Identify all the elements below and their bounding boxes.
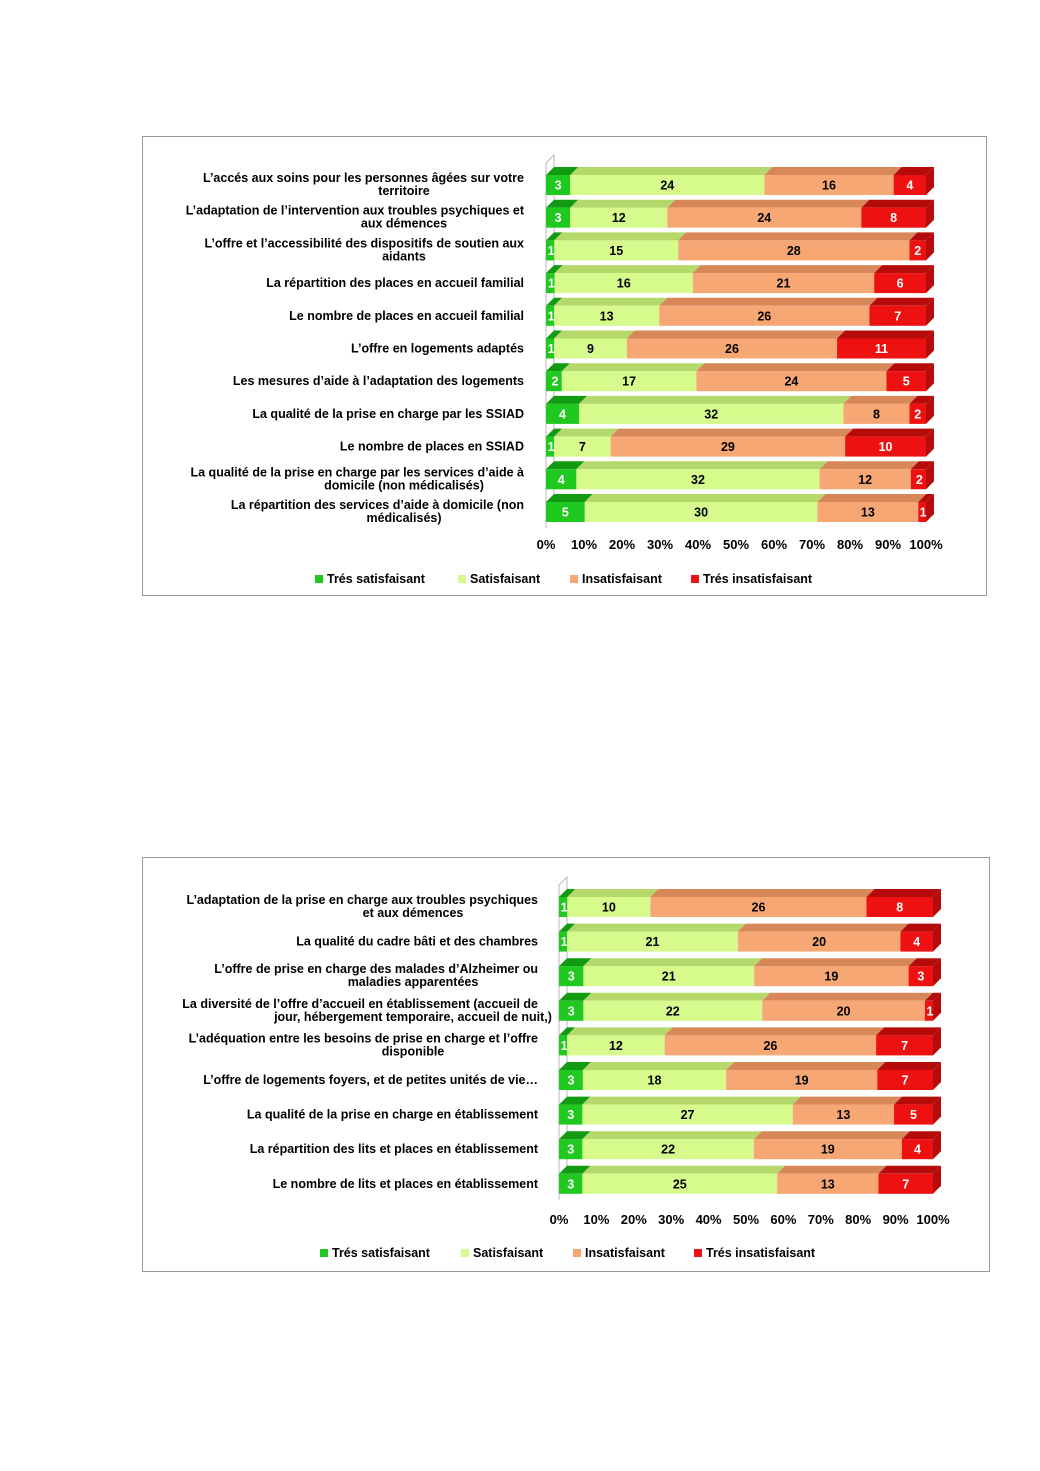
- data-label-satisfaisant: 30: [694, 505, 709, 520]
- data-label-satisfaisant: 22: [665, 1004, 680, 1019]
- x-tick-label: 50%: [722, 537, 750, 552]
- bar-top-tres-insatisfaisant: [874, 265, 934, 273]
- category-label-line: L’offre en logements adaptés: [351, 341, 524, 356]
- bar-top-satisfaisant: [570, 167, 772, 175]
- legend-swatch-satisfaisant: [458, 575, 466, 583]
- bar-top-satisfaisant: [567, 889, 658, 897]
- data-label-tres-satisfaisant: 1: [547, 243, 555, 258]
- data-label-satisfaisant: 32: [691, 472, 705, 487]
- data-label-insatisfaisant: 12: [858, 472, 873, 487]
- category-label-line: domicile (non médicalisés): [324, 478, 484, 493]
- bar-top-insatisfaisant: [820, 461, 919, 469]
- bar-top-insatisfaisant: [726, 1062, 885, 1070]
- data-label-tres-insatisfaisant: 2: [914, 243, 922, 258]
- data-label-insatisfaisant: 26: [763, 1038, 778, 1053]
- data-label-tres-satisfaisant: 1: [547, 309, 555, 324]
- data-label-satisfaisant: 22: [661, 1142, 676, 1157]
- category-label-line: Le nombre de places en SSIAD: [339, 439, 524, 454]
- data-label-tres-insatisfaisant: 5: [910, 1108, 917, 1123]
- category-label-line: territoire: [378, 184, 430, 198]
- x-tick-label: 100%: [916, 1212, 950, 1227]
- data-label-insatisfaisant: 19: [820, 1142, 835, 1157]
- category-label: [250, 1142, 539, 1156]
- category-label-line: La diversité de l’offre d’accueil en établissement (accueil de: [182, 996, 538, 1011]
- data-label-tres-satisfaisant: 3: [554, 211, 562, 226]
- x-tick-label: 20%: [620, 1212, 647, 1227]
- legend-label-insatisfaisant: Insatisfaisant: [582, 572, 662, 586]
- bar-top-satisfaisant: [579, 396, 851, 404]
- legend-label-satisfaisant: Satisfaisant: [473, 1246, 544, 1260]
- data-label-tres-insatisfaisant: 8: [896, 900, 904, 915]
- data-label-insatisfaisant: 24: [757, 211, 772, 226]
- bar-top-tres-insatisfaisant: [886, 363, 934, 371]
- bar-top-tres-insatisfaisant: [869, 298, 934, 306]
- x-tick-label: 10%: [583, 1212, 610, 1227]
- category-label-line: La qualité de la prise en charge en établissement: [246, 1107, 538, 1122]
- data-label-tres-insatisfaisant: 1: [926, 1004, 934, 1019]
- category-label-line: La répartition des places en accueil familial: [266, 276, 524, 291]
- data-label-tres-insatisfaisant: 2: [915, 472, 923, 487]
- category-label: [182, 997, 552, 1024]
- x-tick-label: 70%: [807, 1212, 834, 1227]
- bar-top-satisfaisant: [554, 331, 635, 339]
- data-label-tres-insatisfaisant: 7: [901, 1073, 909, 1088]
- category-label-line: L’adéquation entre les besoins de prise en charge et l’offre: [188, 1031, 538, 1046]
- category-label: [231, 498, 524, 525]
- category-label: [273, 1177, 539, 1191]
- data-label-satisfaisant: 15: [609, 243, 624, 258]
- bar-top-tres-insatisfaisant: [877, 1062, 941, 1070]
- category-label-line: La répartition des services d’aide à domicile (non: [230, 498, 524, 512]
- bar-top-tres-insatisfaisant: [837, 331, 934, 339]
- bar-top-satisfaisant: [554, 232, 686, 240]
- data-label-tres-satisfaisant: 3: [567, 969, 575, 984]
- x-tick-label: 0%: [536, 537, 556, 552]
- data-label-tres-satisfaisant: 3: [554, 178, 562, 193]
- data-label-tres-insatisfaisant: 4: [913, 935, 921, 950]
- data-label-satisfaisant: 13: [599, 309, 614, 324]
- data-label-satisfaisant: 21: [645, 935, 660, 950]
- bar-top-insatisfaisant: [650, 889, 874, 897]
- bar-top-insatisfaisant: [611, 429, 853, 437]
- chart-services-domicile: [142, 136, 987, 596]
- bar-top-satisfaisant: [582, 1131, 761, 1139]
- data-label-satisfaisant: 21: [661, 969, 676, 984]
- category-label-line: L’adaptation de la prise en charge aux troubles psychiques: [186, 893, 538, 907]
- data-label-insatisfaisant: 21: [776, 276, 791, 291]
- data-label-tres-insatisfaisant: 11: [874, 342, 889, 356]
- chart-2-svg: [143, 858, 991, 1273]
- bar-top-tres-insatisfaisant: [876, 1027, 941, 1035]
- data-label-satisfaisant: 12: [608, 1038, 623, 1053]
- bar-top-satisfaisant: [567, 924, 746, 932]
- bar-top-insatisfaisant: [764, 167, 901, 175]
- x-tick-label: 10%: [570, 537, 598, 552]
- category-label-line: L’offre de prise en charge des malades d’Alzheimer ou: [214, 962, 538, 977]
- data-label-tres-insatisfaisant: 1: [919, 505, 927, 520]
- data-label-tres-insatisfaisant: 2: [914, 407, 922, 422]
- bar-top-tres-insatisfaisant: [867, 889, 941, 897]
- data-label-tres-insatisfaisant: 4: [906, 178, 914, 193]
- bar-top-tres-insatisfaisant: [894, 1097, 941, 1105]
- legend-swatch-insatisfaisant: [573, 1249, 581, 1257]
- bar-top-insatisfaisant: [659, 298, 877, 306]
- bar-top-insatisfaisant: [793, 1097, 902, 1105]
- category-label: [266, 276, 524, 290]
- data-label-tres-insatisfaisant: 7: [902, 1177, 910, 1192]
- bar-top-satisfaisant: [582, 1166, 785, 1174]
- category-label-line: jour, hébergement temporaire, accueil de nuit,): [274, 1009, 552, 1024]
- x-tick-label: 60%: [770, 1212, 797, 1227]
- chart-1-svg: [143, 137, 988, 597]
- legend-swatch-tres-satisfaisant: [320, 1249, 328, 1257]
- legend-label-insatisfaisant: Insatisfaisant: [585, 1246, 665, 1260]
- bar-top-insatisfaisant: [754, 958, 916, 966]
- data-label-insatisfaisant: 24: [784, 374, 799, 389]
- data-label-satisfaisant: 24: [660, 178, 675, 193]
- data-label-tres-satisfaisant: 1: [547, 342, 555, 356]
- x-tick-label: 80%: [836, 537, 864, 552]
- category-label-line: médicalisés): [366, 511, 442, 525]
- bar-top-satisfaisant: [554, 429, 619, 437]
- data-label-satisfaisant: 12: [611, 211, 626, 226]
- legend-swatch-satisfaisant: [461, 1249, 469, 1257]
- bar-top-insatisfaisant: [843, 396, 917, 404]
- bar-top-insatisfaisant: [777, 1166, 886, 1174]
- data-label-tres-satisfaisant: 3: [567, 1177, 575, 1192]
- data-label-tres-insatisfaisant: 4: [913, 1142, 921, 1157]
- data-label-tres-satisfaisant: 5: [561, 505, 569, 520]
- x-tick-label: 80%: [845, 1212, 872, 1227]
- data-label-insatisfaisant: 26: [751, 900, 766, 915]
- data-label-satisfaisant: 9: [586, 342, 594, 356]
- data-label-satisfaisant: 10: [601, 900, 616, 915]
- data-label-insatisfaisant: 26: [725, 342, 739, 356]
- legend-label-satisfaisant: Satisfaisant: [470, 572, 541, 586]
- data-label-tres-insatisfaisant: 3: [917, 969, 925, 984]
- category-label-line: La répartition des lits et places en établissement: [249, 1142, 538, 1157]
- chart-etablissements: [142, 857, 990, 1272]
- legend-swatch-tres-insatisfaisant: [691, 575, 699, 583]
- data-label-tres-insatisfaisant: 10: [878, 440, 893, 455]
- category-label-line: Les mesures d’aide à l’adaptation des logements: [232, 374, 524, 389]
- category-label-line: La qualité du cadre bâti et des chambres: [296, 934, 538, 949]
- data-label-tres-insatisfaisant: 8: [890, 211, 898, 226]
- bar-top-satisfaisant: [583, 993, 770, 1001]
- x-tick-label: 30%: [658, 1212, 685, 1227]
- data-label-insatisfaisant: 13: [820, 1177, 835, 1192]
- data-label-tres-insatisfaisant: 5: [902, 374, 910, 389]
- bar-top-insatisfaisant: [817, 494, 926, 502]
- category-label-line: aux démences: [360, 216, 448, 231]
- bar-top-insatisfaisant: [738, 924, 909, 932]
- data-label-insatisfaisant: 28: [786, 243, 801, 258]
- data-label-satisfaisant: 27: [680, 1108, 695, 1123]
- x-tick-label: 100%: [909, 537, 943, 552]
- x-tick-label: 40%: [695, 1212, 722, 1227]
- category-label: [191, 465, 525, 492]
- x-tick-label: 50%: [732, 1212, 760, 1227]
- data-label-tres-satisfaisant: 2: [551, 374, 559, 389]
- x-tick-label: 60%: [760, 537, 788, 552]
- category-label-line: L’offre et l’accessibilité des dispositifs de soutien aux: [204, 236, 524, 251]
- data-label-satisfaisant: 32: [704, 407, 719, 422]
- bar-top-satisfaisant: [570, 200, 675, 208]
- data-label-satisfaisant: 16: [616, 276, 631, 291]
- data-label-satisfaisant: 18: [647, 1073, 662, 1088]
- category-label: [204, 236, 524, 263]
- bar-top-satisfaisant: [555, 265, 701, 273]
- data-label-insatisfaisant: 29: [720, 440, 735, 455]
- data-label-tres-satisfaisant: 3: [567, 1004, 575, 1019]
- data-label-insatisfaisant: 26: [757, 309, 772, 324]
- data-label-insatisfaisant: 13: [860, 505, 875, 520]
- data-label-satisfaisant: 7: [578, 440, 586, 455]
- bar-top-tres-insatisfaisant: [878, 1166, 941, 1174]
- bar-top-insatisfaisant: [678, 232, 917, 240]
- bar-top-tres-insatisfaisant: [845, 429, 934, 437]
- data-label-tres-satisfaisant: 3: [567, 1073, 575, 1088]
- data-label-tres-satisfaisant: 4: [559, 407, 566, 422]
- category-label: [247, 1108, 539, 1122]
- category-label: [340, 440, 524, 454]
- bar-top-insatisfaisant: [627, 331, 845, 339]
- data-label-insatisfaisant: 13: [836, 1108, 851, 1123]
- category-label: [233, 374, 524, 388]
- bar-top-satisfaisant: [582, 1097, 800, 1105]
- legend-swatch-tres-insatisfaisant: [694, 1249, 702, 1257]
- category-label-line: maladies apparentées: [347, 975, 479, 990]
- x-tick-label: 40%: [684, 537, 712, 552]
- data-label-satisfaisant: 17: [622, 374, 637, 389]
- data-label-insatisfaisant: 20: [812, 935, 827, 950]
- data-label-tres-satisfaisant: 1: [560, 900, 568, 915]
- bar-top-insatisfaisant: [754, 1131, 910, 1139]
- data-label-tres-satisfaisant: 1: [560, 1038, 568, 1053]
- x-tick-label: 30%: [646, 537, 674, 552]
- x-tick-label: 90%: [882, 1212, 909, 1227]
- bar-top-insatisfaisant: [665, 1027, 884, 1035]
- category-label-line: disponible: [381, 1044, 445, 1059]
- category-label-line: aidants: [382, 249, 426, 264]
- data-label-tres-satisfaisant: 3: [567, 1142, 575, 1157]
- bar-top-satisfaisant: [585, 494, 826, 502]
- bar-top-tres-insatisfaisant: [861, 200, 934, 208]
- data-label-satisfaisant: 25: [672, 1177, 687, 1192]
- category-label: [203, 1073, 538, 1087]
- category-label-line: L’adaptation de l’intervention aux troubles psychiques et: [185, 203, 524, 218]
- bar-top-insatisfaisant: [693, 265, 882, 273]
- data-label-insatisfaisant: 19: [824, 969, 839, 984]
- data-label-tres-insatisfaisant: 6: [896, 276, 904, 291]
- category-label: [296, 935, 538, 949]
- legend-swatch-insatisfaisant: [570, 575, 578, 583]
- data-label-tres-insatisfaisant: 7: [901, 1038, 909, 1053]
- x-tick-label: 90%: [874, 537, 902, 552]
- x-tick-label: 20%: [608, 537, 636, 552]
- category-label: [203, 171, 524, 198]
- bar-top-satisfaisant: [567, 1027, 673, 1035]
- category-label-line: Le nombre de lits et places en établissement: [272, 1176, 538, 1191]
- bar-top-satisfaisant: [583, 958, 762, 966]
- bar-top-satisfaisant: [562, 363, 705, 371]
- bar-top-satisfaisant: [583, 1062, 734, 1070]
- category-label-line: La qualité de la prise en charge par les SSIAD: [252, 406, 524, 421]
- legend-label-tres-satisfaisant: Trés satisfaisant: [327, 572, 425, 586]
- category-label: [351, 342, 524, 356]
- category-label-line: Le nombre de places en accueil familial: [289, 308, 524, 323]
- x-tick-label: 70%: [798, 537, 826, 552]
- bar-top-satisfaisant: [554, 298, 667, 306]
- data-label-tres-satisfaisant: 4: [557, 472, 565, 487]
- data-label-insatisfaisant: 8: [872, 407, 880, 422]
- bar-top-insatisfaisant: [762, 993, 933, 1001]
- category-label: [189, 1031, 538, 1058]
- x-tick-label: 0%: [549, 1212, 569, 1227]
- data-label-tres-insatisfaisant: 7: [894, 309, 902, 324]
- category-label-line: La qualité de la prise en charge par les services d’aide à: [190, 465, 524, 480]
- data-label-insatisfaisant: 20: [836, 1004, 851, 1019]
- category-label-line: L’offre de logements foyers, et de petites unités de vie…: [203, 1073, 538, 1087]
- bar-top-tres-satisfaisant: [546, 494, 593, 502]
- data-label-tres-satisfaisant: 1: [547, 276, 555, 291]
- legend-label-tres-insatisfaisant: Trés insatisfaisant: [703, 572, 813, 586]
- data-label-tres-satisfaisant: 1: [547, 440, 555, 455]
- category-label-line: et aux démences: [362, 906, 464, 920]
- legend-label-tres-satisfaisant: Trés satisfaisant: [332, 1246, 430, 1260]
- bar-top-insatisfaisant: [696, 363, 894, 371]
- data-label-tres-satisfaisant: 3: [567, 1108, 575, 1123]
- bar-top-insatisfaisant: [667, 200, 869, 208]
- category-label: [289, 309, 524, 323]
- data-label-tres-satisfaisant: 1: [560, 935, 568, 950]
- bar-top-satisfaisant: [576, 461, 827, 469]
- category-label: [186, 204, 525, 231]
- data-label-insatisfaisant: 16: [822, 178, 836, 193]
- category-label: [187, 893, 539, 920]
- category-label-line: L’accés aux soins pour les personnes âgées sur votre: [203, 171, 524, 185]
- legend-swatch-tres-satisfaisant: [315, 575, 323, 583]
- category-label: [252, 407, 524, 421]
- legend-label-tres-insatisfaisant: Trés insatisfaisant: [706, 1246, 816, 1260]
- category-label: [214, 962, 538, 989]
- data-label-insatisfaisant: 19: [794, 1073, 809, 1088]
